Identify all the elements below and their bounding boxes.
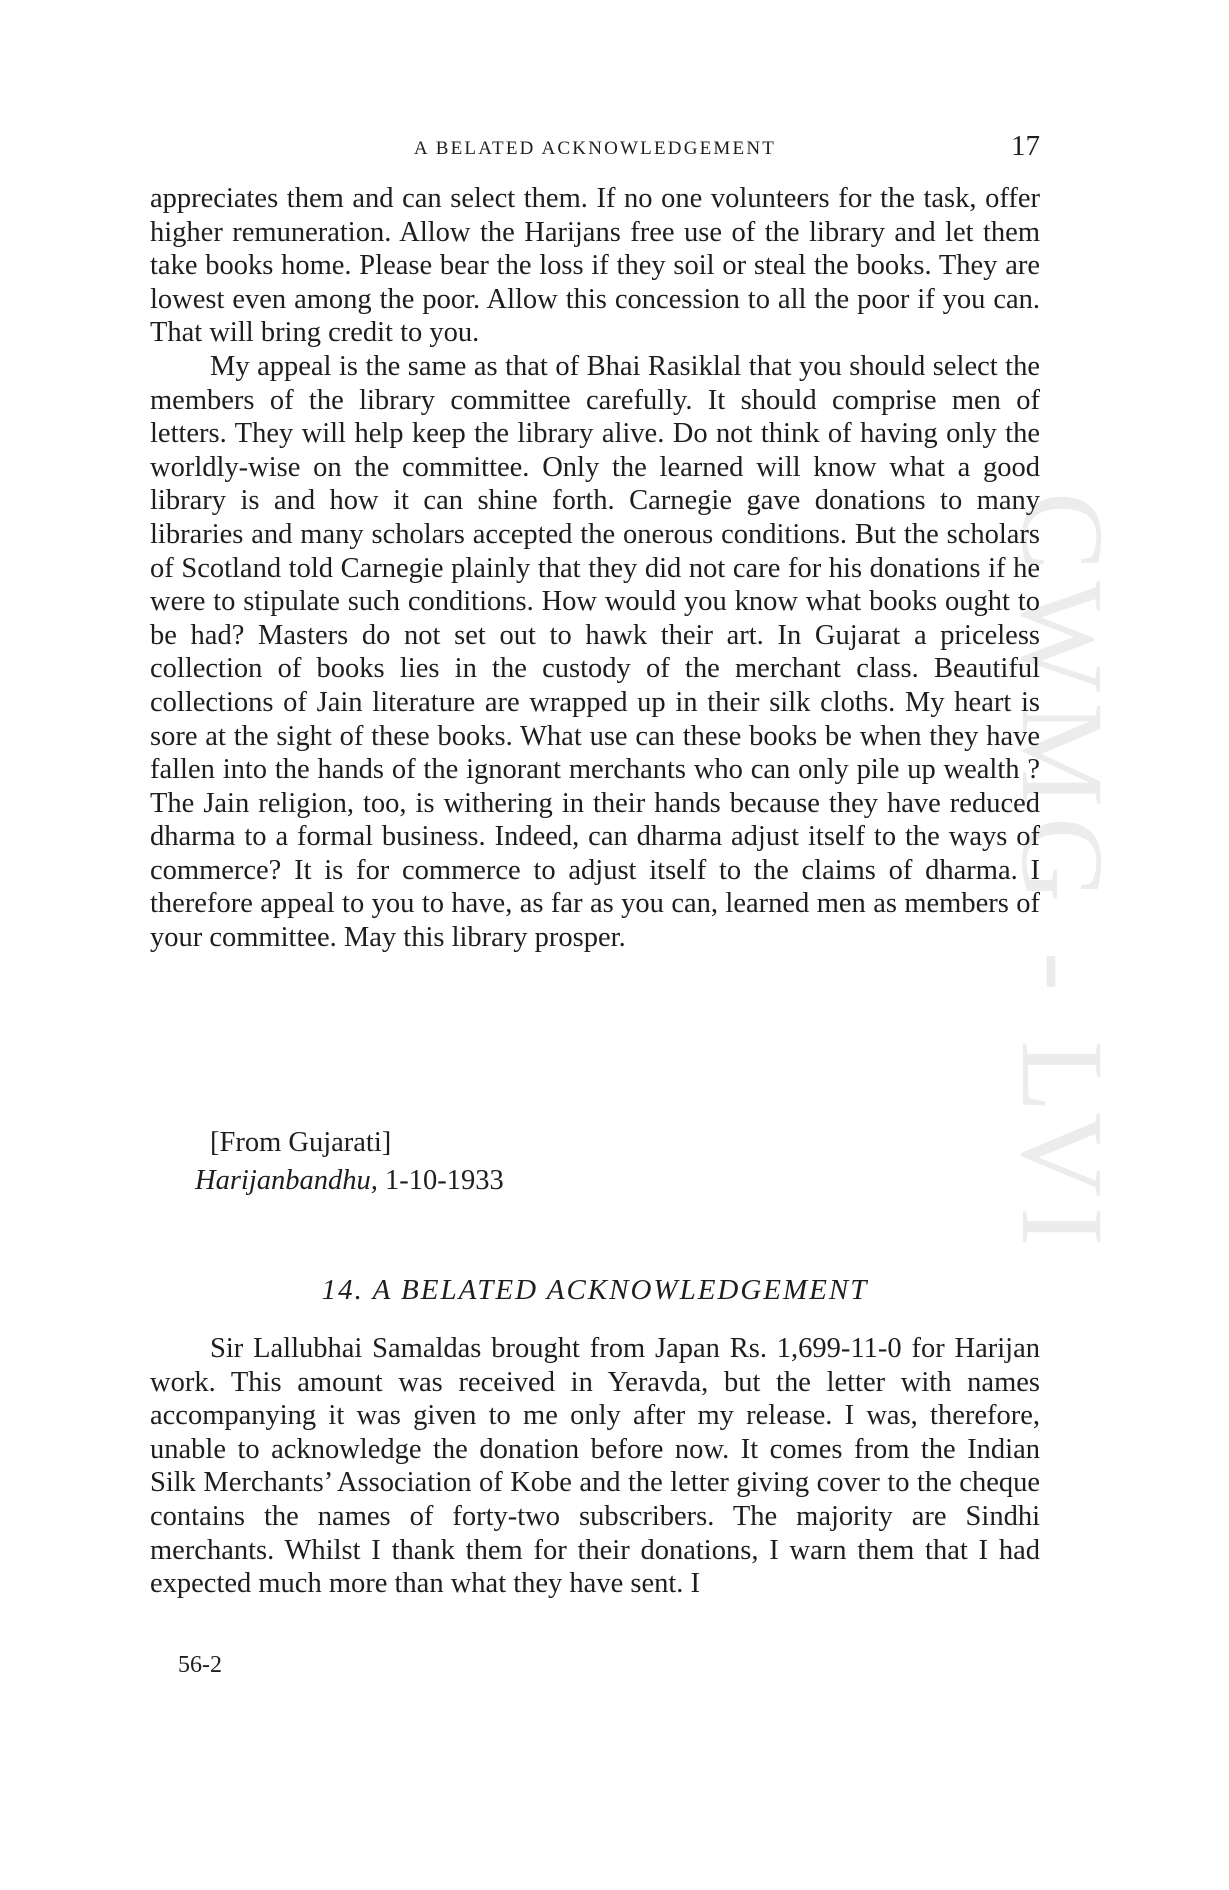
source-note: [From Gujarati]	[210, 1127, 392, 1158]
body-text-part2	[150, 1332, 1040, 1601]
running-head	[150, 130, 1040, 174]
section-title: 14. A BELATED ACKNOWLEDGEMENT	[321, 1274, 869, 1306]
body-text-part1	[150, 182, 1040, 955]
page-number: 17	[1011, 130, 1040, 162]
paragraph-continuation: appreciates them and can select them. If no one volunteers for the task, offer higher remuneration. Allow the Harijans free use of the library and let them take books home. Please bear the loss if they soil or steal the books. They are lowest even among the poor. Allow this concession to all the poor if you can. That will bring credit to you.	[150, 183, 1040, 349]
running-title: A BELATED ACKNOWLEDGEMENT	[413, 138, 777, 159]
paragraph-appeal: My appeal is the same as that of Bhai Rasiklal that you should select the members of the library committee carefully. It should comprise men of letters. They will help keep the library alive. Do not think of having only the worldly-wise on the committee. Only the learned will know what a good library is and how it can shine forth. Carnegie gave donations to many libraries and many scholars accepted the onerous conditions. But the scholars of Scotland told Carnegie plainly that they did not care for his donations if he were to stipulate such conditions. How would you know what books ought to be had? Masters do not set out to hawk their art. In Gujarat a priceless collection of books lies in the custody of the merchant class. Beautiful collections of Jain literature are wrapped up in their silk cloths. My heart is sore at the sight of these books. What use can these books be when they have fallen into the hands of the ignorant merchants who can only pile up wealth ? The Jain religion, too, is withering in their hands because they have reduced dharma to a formal business. Indeed, can dharma adjust itself to the ways of commerce? It is for commerce to adjust itself to the claims of dharma. I therefore appeal to you to have, as far as you can, learned men as members of your committee. May this library prosper.	[150, 350, 1040, 954]
signature-mark: 56-2	[178, 1652, 222, 1678]
source-citation	[195, 1163, 504, 1199]
paragraph-acknowledgement: Sir Lallubhai Samaldas brought from Japan Rs. 1,699-11-0 for Harijan work. This amount was received in Yeravda, but the letter with names accompanying it was given to me only after my release. I was, therefore, unable to acknowledge the donation before now. It comes from the Indian Silk Merchants’ Association of Kobe and the letter giving cover to the cheque contains the names of forty-two subscribers. The majority are Sindhi merchants. Whilst I thank them for their donations, I warn them that I had expected much more than what they have sent. I	[150, 1333, 1040, 1600]
watermark: CWMG - LVI	[997, 492, 1128, 1257]
source-journal: Harijanbandhu,	[195, 1165, 378, 1196]
source-date: 1-10-1933	[385, 1165, 504, 1196]
